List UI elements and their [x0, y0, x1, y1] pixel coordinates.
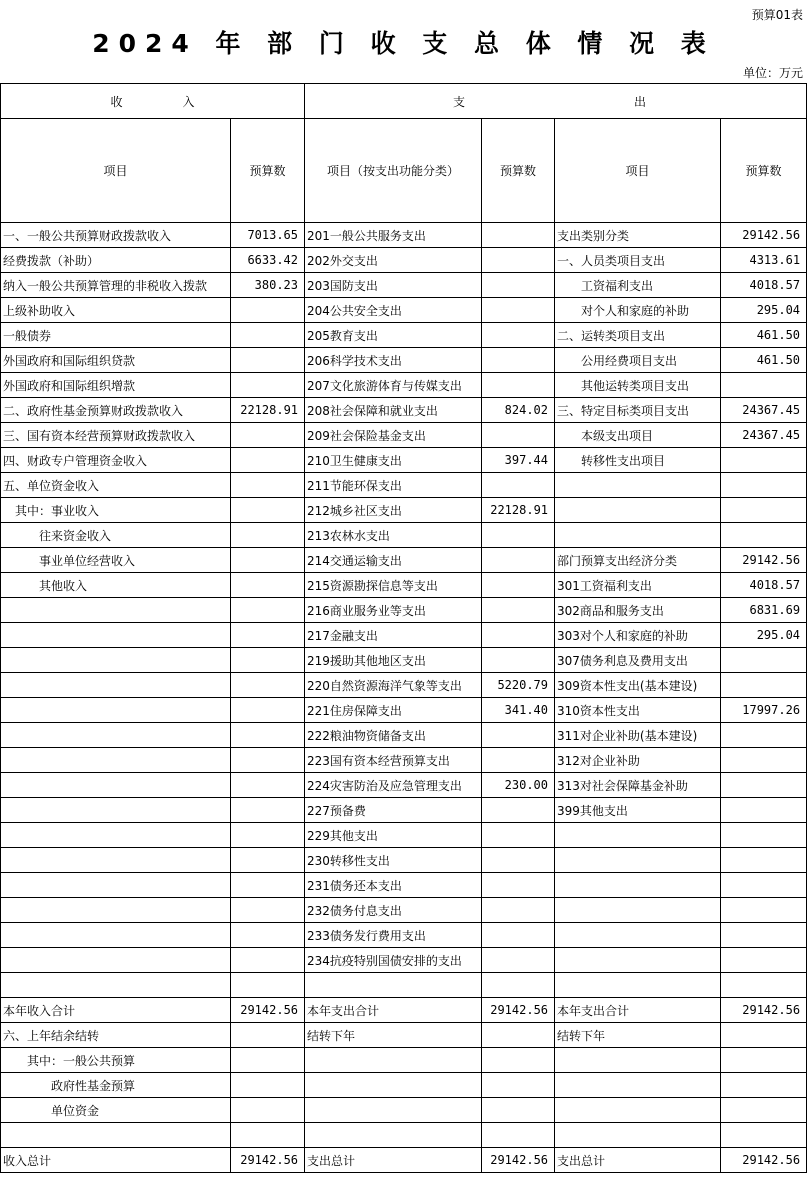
expense-category-budget — [721, 948, 807, 973]
expense-func-budget — [482, 223, 555, 248]
expense-func-item: 208社会保障和就业支出 — [305, 398, 482, 423]
expense-category-item: 302商品和服务支出 — [555, 598, 721, 623]
income-budget — [231, 923, 305, 948]
table-row — [1, 1048, 807, 1073]
expense-func-item: 201一般公共服务支出 — [305, 223, 482, 248]
expense-category-item: 支出类别分类 — [555, 223, 721, 248]
expense-category-item — [555, 1048, 721, 1073]
income-item — [1, 898, 231, 923]
table-row — [1, 798, 807, 823]
expense-func-item: 223国有资本经营预算支出 — [305, 748, 482, 773]
expense-category-budget: 4018.57 — [721, 273, 807, 298]
expense-func-budget — [482, 923, 555, 948]
expense-category-budget: 4018.57 — [721, 573, 807, 598]
income-budget — [231, 748, 305, 773]
expense-func-budget: 230.00 — [482, 773, 555, 798]
expense-category-item — [555, 473, 721, 498]
income-header: 收 入 — [1, 84, 305, 119]
expense-category-budget — [721, 448, 807, 473]
expense-func-item: 结转下年 — [305, 1023, 482, 1048]
expense-category-item: 部门预算支出经济分类 — [555, 548, 721, 573]
expense-func-budget: 397.44 — [482, 448, 555, 473]
unit-label: 单位：万元 — [742, 66, 803, 80]
expense-func-item: 206科学技术支出 — [305, 348, 482, 373]
income-item: 政府性基金预算 — [1, 1073, 231, 1098]
expense-category-item — [555, 973, 721, 998]
expense-func-item: 215资源勘探信息等支出 — [305, 573, 482, 598]
expense-func-item — [305, 1073, 482, 1098]
income-budget: 29142.56 — [231, 998, 305, 1023]
income-item: 三、国有资本经营预算财政拨款收入 — [1, 423, 231, 448]
expense-func-budget — [482, 648, 555, 673]
expense-category-budget: 29142.56 — [721, 998, 807, 1023]
expense-category-budget — [721, 923, 807, 948]
income-item: 其中：一般公共预算 — [1, 1048, 231, 1073]
expense-header-left: 支 — [453, 94, 466, 109]
income-item — [1, 598, 231, 623]
expense-func-item — [305, 973, 482, 998]
expense-category-item: 二、运转类项目支出 — [555, 323, 721, 348]
form-number: 预算01表 — [751, 8, 803, 22]
col-header-item3: 项目 — [555, 119, 721, 223]
expense-category-item: 399其他支出 — [555, 798, 721, 823]
table-row — [1, 1123, 807, 1148]
expense-category-budget: 295.04 — [721, 298, 807, 323]
table-row — [1, 698, 807, 723]
expense-func-budget — [482, 373, 555, 398]
expense-func-budget — [482, 973, 555, 998]
expense-category-item: 一、人员类项目支出 — [555, 248, 721, 273]
income-budget — [231, 323, 305, 348]
expense-category-item — [555, 923, 721, 948]
expense-func-budget: 22128.91 — [482, 498, 555, 523]
expense-func-item: 216商业服务业等支出 — [305, 598, 482, 623]
income-item: 一、一般公共预算财政拨款收入 — [1, 223, 231, 248]
income-item — [1, 623, 231, 648]
income-budget — [231, 298, 305, 323]
income-budget — [231, 848, 305, 873]
income-item — [1, 673, 231, 698]
expense-category-budget: 29142.56 — [721, 1148, 807, 1173]
income-item — [1, 698, 231, 723]
income-item: 收入总计 — [1, 1148, 231, 1173]
expense-category-budget: 24367.45 — [721, 398, 807, 423]
expense-category-budget — [721, 1048, 807, 1073]
expense-func-budget — [482, 623, 555, 648]
income-item: 六、上年结余结转 — [1, 1023, 231, 1048]
income-item — [1, 848, 231, 873]
expense-category-item: 309资本性支出(基本建设) — [555, 673, 721, 698]
income-item: 二、政府性基金预算财政拨款收入 — [1, 398, 231, 423]
income-item: 外国政府和国际组织增款 — [1, 373, 231, 398]
expense-func-item: 231债务还本支出 — [305, 873, 482, 898]
expense-category-budget: 4313.61 — [721, 248, 807, 273]
expense-func-budget — [482, 1023, 555, 1048]
expense-func-item: 本年支出合计 — [305, 998, 482, 1023]
expense-func-budget — [482, 473, 555, 498]
expense-func-budget — [482, 1048, 555, 1073]
table-row — [1, 373, 807, 398]
expense-func-item: 221住房保障支出 — [305, 698, 482, 723]
expense-func-item: 支出总计 — [305, 1148, 482, 1173]
expense-func-item: 209社会保险基金支出 — [305, 423, 482, 448]
income-budget — [231, 898, 305, 923]
expense-category-budget — [721, 648, 807, 673]
expense-func-budget — [482, 598, 555, 623]
expense-func-item — [305, 1098, 482, 1123]
income-budget — [231, 823, 305, 848]
expense-category-budget — [721, 848, 807, 873]
expense-category-budget — [721, 748, 807, 773]
expense-func-budget — [482, 348, 555, 373]
income-budget: 380.23 — [231, 273, 305, 298]
table-row — [1, 923, 807, 948]
expense-func-item: 230转移性支出 — [305, 848, 482, 873]
table-row — [1, 398, 807, 423]
expense-func-budget — [482, 748, 555, 773]
table-row — [1, 848, 807, 873]
expense-func-budget: 824.02 — [482, 398, 555, 423]
expense-category-item: 结转下年 — [555, 1023, 721, 1048]
income-budget — [231, 673, 305, 698]
table-row — [1, 1023, 807, 1048]
income-item: 单位资金 — [1, 1098, 231, 1123]
table-row — [1, 573, 807, 598]
expense-func-budget — [482, 298, 555, 323]
income-budget: 22128.91 — [231, 398, 305, 423]
expense-func-budget — [482, 898, 555, 923]
income-budget — [231, 548, 305, 573]
expense-category-budget — [721, 823, 807, 848]
income-budget — [231, 973, 305, 998]
expense-func-budget: 29142.56 — [482, 998, 555, 1023]
expense-func-budget — [482, 798, 555, 823]
expense-func-budget: 5220.79 — [482, 673, 555, 698]
expense-category-item: 301工资福利支出 — [555, 573, 721, 598]
table-row — [1, 998, 807, 1023]
expense-category-budget — [721, 373, 807, 398]
expense-func-budget — [482, 1123, 555, 1148]
table-row — [1, 423, 807, 448]
expense-category-budget: 6831.69 — [721, 598, 807, 623]
expense-func-item: 227预备费 — [305, 798, 482, 823]
expense-category-item — [555, 848, 721, 873]
expense-func-item: 222粮油物资储备支出 — [305, 723, 482, 748]
expense-func-item: 203国防支出 — [305, 273, 482, 298]
expense-func-budget — [482, 823, 555, 848]
table-row — [1, 298, 807, 323]
expense-func-budget — [482, 1098, 555, 1123]
expense-func-budget: 341.40 — [482, 698, 555, 723]
expense-func-item: 211节能环保支出 — [305, 473, 482, 498]
expense-func-budget: 29142.56 — [482, 1148, 555, 1173]
table-row — [1, 723, 807, 748]
expense-func-item: 212城乡社区支出 — [305, 498, 482, 523]
income-budget — [231, 723, 305, 748]
expense-category-budget — [721, 873, 807, 898]
expense-category-item: 310资本性支出 — [555, 698, 721, 723]
income-budget — [231, 348, 305, 373]
expense-header — [305, 84, 807, 119]
income-budget — [231, 423, 305, 448]
expense-func-budget — [482, 848, 555, 873]
expense-func-item: 213农林水支出 — [305, 523, 482, 548]
income-item: 外国政府和国际组织贷款 — [1, 348, 231, 373]
expense-category-budget — [721, 723, 807, 748]
expense-category-item — [555, 823, 721, 848]
budget-table — [0, 83, 807, 1173]
expense-category-budget — [721, 1098, 807, 1123]
table-row — [1, 973, 807, 998]
income-budget — [231, 773, 305, 798]
expense-category-item — [555, 1123, 721, 1148]
income-budget — [231, 623, 305, 648]
expense-category-item: 支出总计 — [555, 1148, 721, 1173]
income-item — [1, 1123, 231, 1148]
expense-header-right: 出 — [634, 94, 647, 109]
table-row — [1, 1098, 807, 1123]
expense-category-budget: 17997.26 — [721, 698, 807, 723]
expense-category-budget: 29142.56 — [721, 223, 807, 248]
income-budget — [231, 698, 305, 723]
income-item — [1, 973, 231, 998]
table-row — [1, 748, 807, 773]
income-budget — [231, 448, 305, 473]
expense-category-budget: 295.04 — [721, 623, 807, 648]
income-budget: 29142.56 — [231, 1148, 305, 1173]
income-item — [1, 873, 231, 898]
expense-func-item: 233债务发行费用支出 — [305, 923, 482, 948]
expense-category-item: 公用经费项目支出 — [555, 348, 721, 373]
expense-category-item — [555, 1073, 721, 1098]
expense-func-budget — [482, 1073, 555, 1098]
expense-category-item: 312对企业补助 — [555, 748, 721, 773]
expense-func-item: 234抗疫特别国债安排的支出 — [305, 948, 482, 973]
expense-category-budget — [721, 798, 807, 823]
income-budget — [231, 373, 305, 398]
expense-category-item — [555, 523, 721, 548]
table-body — [1, 223, 807, 1173]
income-item — [1, 648, 231, 673]
table-row — [1, 823, 807, 848]
expense-category-item: 对个人和家庭的补助 — [555, 298, 721, 323]
income-item: 本年收入合计 — [1, 998, 231, 1023]
income-item: 其他收入 — [1, 573, 231, 598]
expense-category-budget — [721, 1123, 807, 1148]
expense-category-budget — [721, 898, 807, 923]
table-row — [1, 223, 807, 248]
expense-category-budget — [721, 498, 807, 523]
table-row — [1, 773, 807, 798]
col-header-budget3: 预算数 — [721, 119, 807, 223]
expense-category-budget — [721, 473, 807, 498]
income-item — [1, 948, 231, 973]
table-row — [1, 648, 807, 673]
income-budget — [231, 873, 305, 898]
table-row — [1, 523, 807, 548]
expense-category-item: 本级支出项目 — [555, 423, 721, 448]
table-row — [1, 598, 807, 623]
table-row — [1, 948, 807, 973]
income-item — [1, 723, 231, 748]
col-header-func-item: 项目（按支出功能分类） — [305, 119, 482, 223]
expense-category-item: 303对个人和家庭的补助 — [555, 623, 721, 648]
col-header-budget: 预算数 — [231, 119, 305, 223]
income-item: 四、财政专户管理资金收入 — [1, 448, 231, 473]
expense-category-item: 其他运转类项目支出 — [555, 373, 721, 398]
income-budget — [231, 1023, 305, 1048]
income-budget — [231, 598, 305, 623]
expense-category-item — [555, 873, 721, 898]
income-budget — [231, 948, 305, 973]
income-item: 纳入一般公共预算管理的非税收入拨款 — [1, 273, 231, 298]
expense-category-item — [555, 898, 721, 923]
col-header-item: 项目 — [1, 119, 231, 223]
expense-func-budget — [482, 523, 555, 548]
expense-category-budget — [721, 673, 807, 698]
expense-category-item: 本年支出合计 — [555, 998, 721, 1023]
expense-category-budget — [721, 1073, 807, 1098]
col-header-budget2: 预算数 — [482, 119, 555, 223]
expense-func-item — [305, 1048, 482, 1073]
expense-category-item: 转移性支出项目 — [555, 448, 721, 473]
table-row — [1, 873, 807, 898]
expense-func-budget — [482, 423, 555, 448]
table-row — [1, 323, 807, 348]
expense-func-budget — [482, 548, 555, 573]
expense-func-item: 217金融支出 — [305, 623, 482, 648]
table-row — [1, 448, 807, 473]
expense-func-item: 202外交支出 — [305, 248, 482, 273]
income-budget — [231, 498, 305, 523]
income-budget — [231, 1098, 305, 1123]
expense-category-budget — [721, 773, 807, 798]
income-budget: 7013.65 — [231, 223, 305, 248]
income-budget — [231, 523, 305, 548]
table-row — [1, 1148, 807, 1173]
income-budget — [231, 1123, 305, 1148]
expense-func-item: 207文化旅游体育与传媒支出 — [305, 373, 482, 398]
expense-func-item: 214交通运输支出 — [305, 548, 482, 573]
expense-func-item: 205教育支出 — [305, 323, 482, 348]
expense-func-item: 219援助其他地区支出 — [305, 648, 482, 673]
expense-func-item: 210卫生健康支出 — [305, 448, 482, 473]
expense-func-budget — [482, 573, 555, 598]
expense-category-item: 313对社会保障基金补助 — [555, 773, 721, 798]
expense-category-budget — [721, 1023, 807, 1048]
income-budget — [231, 573, 305, 598]
table-row — [1, 273, 807, 298]
expense-category-budget: 461.50 — [721, 348, 807, 373]
expense-func-budget — [482, 273, 555, 298]
income-item: 五、单位资金收入 — [1, 473, 231, 498]
expense-category-item — [555, 948, 721, 973]
income-item — [1, 798, 231, 823]
expense-func-budget — [482, 248, 555, 273]
income-item — [1, 923, 231, 948]
income-budget — [231, 473, 305, 498]
table-row — [1, 248, 807, 273]
income-item: 上级补助收入 — [1, 298, 231, 323]
expense-category-item: 三、特定目标类项目支出 — [555, 398, 721, 423]
table-row — [1, 348, 807, 373]
income-item — [1, 823, 231, 848]
table-row — [1, 548, 807, 573]
expense-category-item — [555, 498, 721, 523]
table-row — [1, 473, 807, 498]
expense-func-budget — [482, 323, 555, 348]
expense-category-budget — [721, 523, 807, 548]
income-budget — [231, 798, 305, 823]
income-item: 一般债券 — [1, 323, 231, 348]
income-budget — [231, 1073, 305, 1098]
table-row — [1, 673, 807, 698]
expense-func-budget — [482, 723, 555, 748]
table-row — [1, 623, 807, 648]
table-row — [1, 898, 807, 923]
expense-category-budget: 461.50 — [721, 323, 807, 348]
income-item: 经费拨款（补助） — [1, 248, 231, 273]
expense-category-item: 311对企业补助(基本建设) — [555, 723, 721, 748]
income-budget: 6633.42 — [231, 248, 305, 273]
expense-category-budget — [721, 973, 807, 998]
expense-category-item: 工资福利支出 — [555, 273, 721, 298]
income-item: 往来资金收入 — [1, 523, 231, 548]
expense-func-item: 204公共安全支出 — [305, 298, 482, 323]
table-row — [1, 498, 807, 523]
expense-category-budget: 24367.45 — [721, 423, 807, 448]
expense-func-item — [305, 1123, 482, 1148]
income-item — [1, 748, 231, 773]
expense-func-item: 224灾害防治及应急管理支出 — [305, 773, 482, 798]
expense-func-item: 232债务付息支出 — [305, 898, 482, 923]
income-budget — [231, 648, 305, 673]
expense-func-item: 229其他支出 — [305, 823, 482, 848]
income-budget — [231, 1048, 305, 1073]
expense-category-item: 307债务利息及费用支出 — [555, 648, 721, 673]
expense-func-budget — [482, 948, 555, 973]
expense-func-budget — [482, 873, 555, 898]
income-item — [1, 773, 231, 798]
income-item: 事业单位经营收入 — [1, 548, 231, 573]
expense-func-item: 220自然资源海洋气象等支出 — [305, 673, 482, 698]
expense-category-item — [555, 1098, 721, 1123]
expense-category-budget: 29142.56 — [721, 548, 807, 573]
page-title: 2024 年 部 门 收 支 总 体 情 况 表 — [92, 29, 715, 58]
table-row — [1, 1073, 807, 1098]
income-item: 其中：事业收入 — [1, 498, 231, 523]
